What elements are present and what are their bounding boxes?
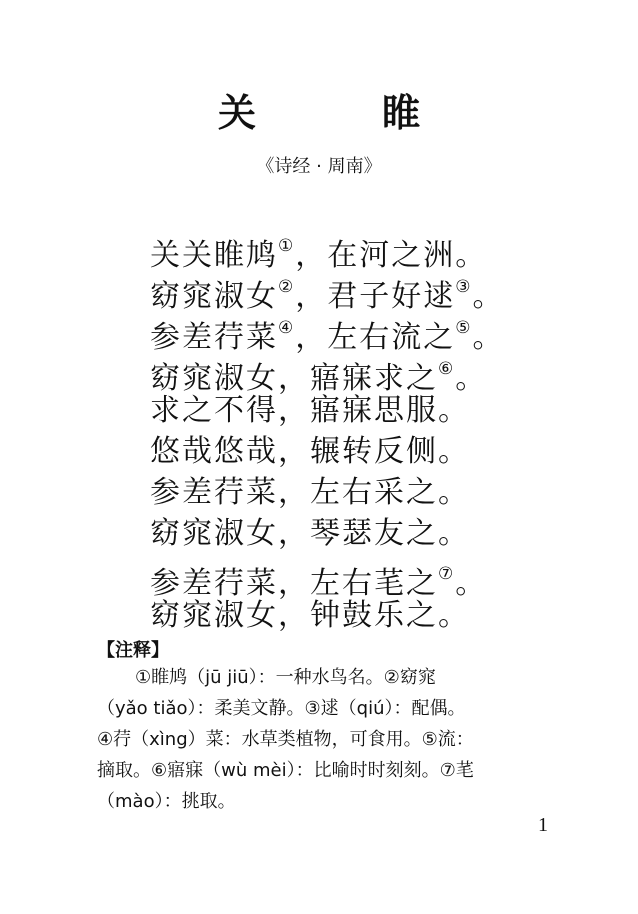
poem-line <box>150 472 590 513</box>
poem-source: 《诗经 · 周南》 <box>256 156 382 177</box>
notes-line: 摘取。⑥寤寐（wù mèi）：比喻时时刻刻。⑦芼 <box>97 760 474 781</box>
poem-line-text: 参差荇菜 <box>150 475 278 510</box>
poem-line-text: ，左右采之。 <box>278 475 470 510</box>
poem-line-text: ，辗转反侧。 <box>278 434 470 469</box>
footnote-marker: ③ <box>455 277 473 297</box>
poem-line-text: 窈窕淑女 <box>150 279 278 314</box>
poem-line-text: 求之不得 <box>150 393 278 428</box>
poem-line-text: 窈窕淑女 <box>150 598 278 633</box>
poem-line-text: ，在河之洲。 <box>295 238 488 273</box>
notes-line: （mào）：挑取。 <box>97 791 236 812</box>
footnote-marker: ⑦ <box>438 564 456 584</box>
poem-line-text: 参差荇菜 <box>150 566 278 601</box>
poem-line-text: ，钟鼓乐之。 <box>278 598 470 633</box>
poem-line-text: ，琴瑟友之。 <box>278 516 470 551</box>
poem-line-text: 窈窕淑女 <box>150 516 278 551</box>
poem-line <box>150 349 590 396</box>
poem-line-text: ，左右芼之 <box>278 566 438 601</box>
poem-line-text: 。 <box>455 361 488 396</box>
footnote-marker: ② <box>278 277 296 297</box>
page-title: 关 睢 <box>217 91 464 135</box>
poem-line <box>150 431 590 472</box>
footnote-marker: ⑤ <box>455 318 473 338</box>
poem-line-text: 参差荇菜 <box>150 320 278 355</box>
notes-line: ①睢鸠（jū jiū）：一种水鸟名。②窈窕 <box>135 667 436 688</box>
poem-line-text: 。 <box>455 566 488 601</box>
poem-line-text: 。 <box>472 279 505 314</box>
notes-line: （yǎo tiǎo）：柔美文静。③逑（qiú）：配偶。 <box>97 698 466 719</box>
poem-line-text: ，君子好逑 <box>295 279 456 314</box>
poem-line <box>150 595 590 636</box>
poem-line <box>150 554 590 601</box>
notes-heading: 【注释】 <box>97 640 169 661</box>
poem-line <box>150 513 590 554</box>
footnote-marker: ④ <box>278 318 296 338</box>
footnote-marker: ⑥ <box>438 359 456 379</box>
poem-line-text: 关关睢鸠 <box>150 238 278 273</box>
notes-line: ④荇（xìng）菜：水草类植物，可食用。⑤流： <box>97 729 474 750</box>
poem-line-text: ，寤寐思服。 <box>278 393 470 428</box>
poem-line-text: 窈窕淑女 <box>150 361 278 396</box>
footnote-marker: ① <box>278 236 296 256</box>
poem-line <box>150 267 590 314</box>
poem-line-text: ，寤寐求之 <box>278 361 438 396</box>
poem-line <box>150 390 590 431</box>
notes-body <box>97 662 575 817</box>
poem-body <box>150 226 590 636</box>
poem-line-text: 悠哉悠哉 <box>150 434 278 469</box>
poem-line-text: 。 <box>472 320 505 355</box>
page-number: 1 <box>538 814 548 836</box>
poem-line <box>150 226 590 273</box>
poem-line-text: ，左右流之 <box>295 320 456 355</box>
poem-line <box>150 308 590 355</box>
